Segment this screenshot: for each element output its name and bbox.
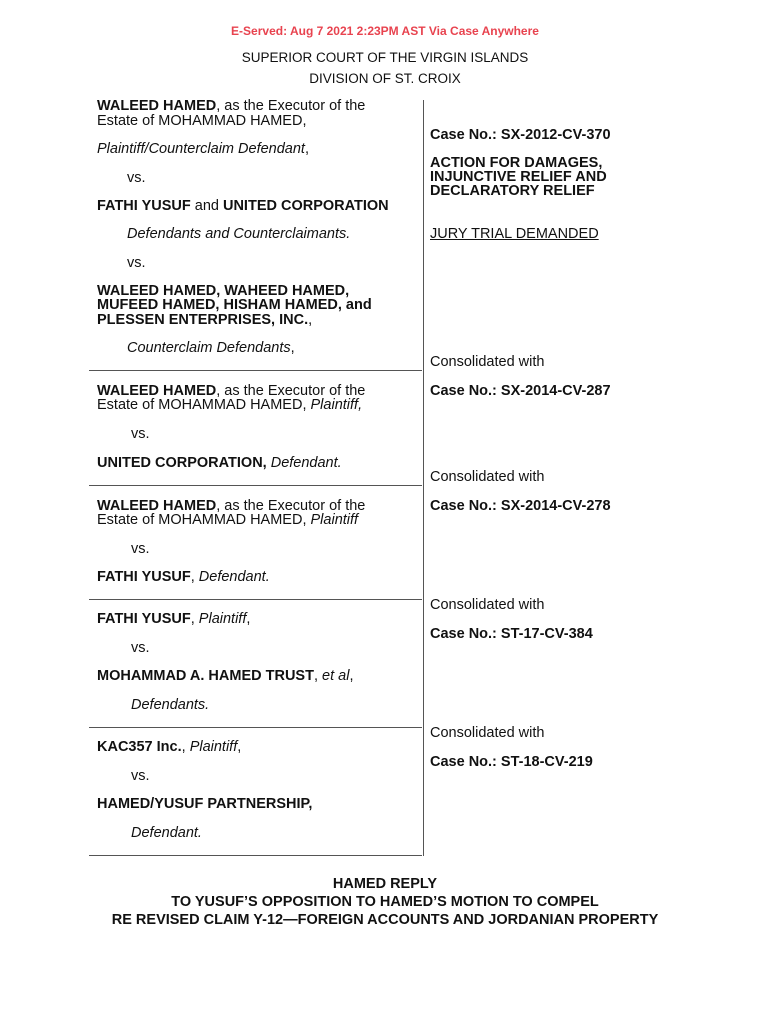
caption1-counter-line2: MUFEED HAMED, HISHAM HAMED, and: [97, 297, 372, 313]
caption1-vs: vs.: [127, 170, 146, 186]
document-title-line3: RE REVISED CLAIM Y-12—FOREIGN ACCOUNTS AND JORDANIAN PROPERTY: [111, 912, 659, 928]
jury-demand: JURY TRIAL DEMANDED: [430, 226, 599, 242]
caption4-plaintiff: FATHI YUSUF, Plaintiff,: [97, 611, 251, 627]
caption3-plaintiff-line2: Estate of MOHAMMAD HAMED, Plaintiff: [97, 512, 359, 528]
caption-rule-1: [89, 370, 422, 371]
caption1-counter-line1: WALEED HAMED, WAHEED HAMED,: [97, 283, 350, 299]
caption4-defendant-role: Defendants.: [131, 697, 210, 713]
caption-divider: [423, 100, 424, 856]
caption-rule-4: [89, 727, 422, 728]
case-number-3: Case No.: SX-2014-CV-278: [430, 498, 611, 514]
court-name: SUPERIOR COURT OF THE VIRGIN ISLANDS: [241, 50, 529, 65]
case-number-4: Case No.: ST-17-CV-384: [430, 626, 593, 642]
caption1-plaintiff-role: Plaintiff/Counterclaim Defendant,: [97, 141, 309, 157]
caption-rule-2: [89, 485, 422, 486]
caption1-counter-line3: PLESSEN ENTERPRISES, INC.,: [97, 312, 313, 328]
caption1-vs2: vs.: [127, 255, 146, 271]
caption1-defendants: FATHI YUSUF and UNITED CORPORATION: [97, 198, 389, 214]
consolidated-3: Consolidated with: [430, 469, 545, 485]
caption1-counter-role: Counterclaim Defendants,: [127, 340, 295, 356]
caption3-vs: vs.: [131, 541, 150, 557]
caption4-defendant: MOHAMMAD A. HAMED TRUST, et al,: [97, 668, 354, 684]
eserved-stamp: E-Served: Aug 7 2021 2:23PM AST Via Case Anywhere: [231, 24, 539, 38]
caption5-vs: vs.: [131, 768, 150, 784]
consolidated-5: Consolidated with: [430, 725, 545, 741]
caption2-defendant: UNITED CORPORATION, Defendant.: [97, 455, 342, 471]
caption2-vs: vs.: [131, 426, 150, 442]
caption2-plaintiff-line1: WALEED HAMED, as the Executor of the: [97, 383, 366, 399]
caption-rule-3: [89, 599, 422, 600]
caption4-vs: vs.: [131, 640, 150, 656]
action-line1: ACTION FOR DAMAGES,: [430, 155, 603, 171]
caption2-plaintiff-line2: Estate of MOHAMMAD HAMED, Plaintiff,: [97, 397, 363, 413]
action-line3: DECLARATORY RELIEF: [430, 183, 595, 199]
caption1-plaintiff-line2: Estate of MOHAMMAD HAMED,: [97, 113, 307, 129]
caption1-plaintiff-line1: WALEED HAMED, as the Executor of the: [97, 98, 366, 114]
caption5-defendant: HAMED/YUSUF PARTNERSHIP,: [97, 796, 313, 812]
consolidated-4: Consolidated with: [430, 597, 545, 613]
case-number-2: Case No.: SX-2014-CV-287: [430, 383, 611, 399]
caption5-defendant-role: Defendant.: [131, 825, 202, 841]
court-division: DIVISION OF ST. CROIX: [309, 71, 461, 86]
case-number-5: Case No.: ST-18-CV-219: [430, 754, 593, 770]
caption5-plaintiff: KAC357 Inc., Plaintiff,: [97, 739, 242, 755]
caption1-defendant-role: Defendants and Counterclaimants.: [127, 226, 351, 242]
consolidated-2: Consolidated with: [430, 354, 545, 370]
document-title-line1: HAMED REPLY: [332, 876, 438, 892]
caption3-defendant: FATHI YUSUF, Defendant.: [97, 569, 270, 585]
action-line2: INJUNCTIVE RELIEF AND: [430, 169, 607, 185]
case-number-1: Case No.: SX-2012-CV-370: [430, 127, 611, 143]
caption3-plaintiff-line1: WALEED HAMED, as the Executor of the: [97, 498, 366, 514]
document-title-line2: TO YUSUF’S OPPOSITION TO HAMED’S MOTION TO COMPEL: [171, 894, 599, 910]
caption-rule-5: [89, 855, 422, 856]
